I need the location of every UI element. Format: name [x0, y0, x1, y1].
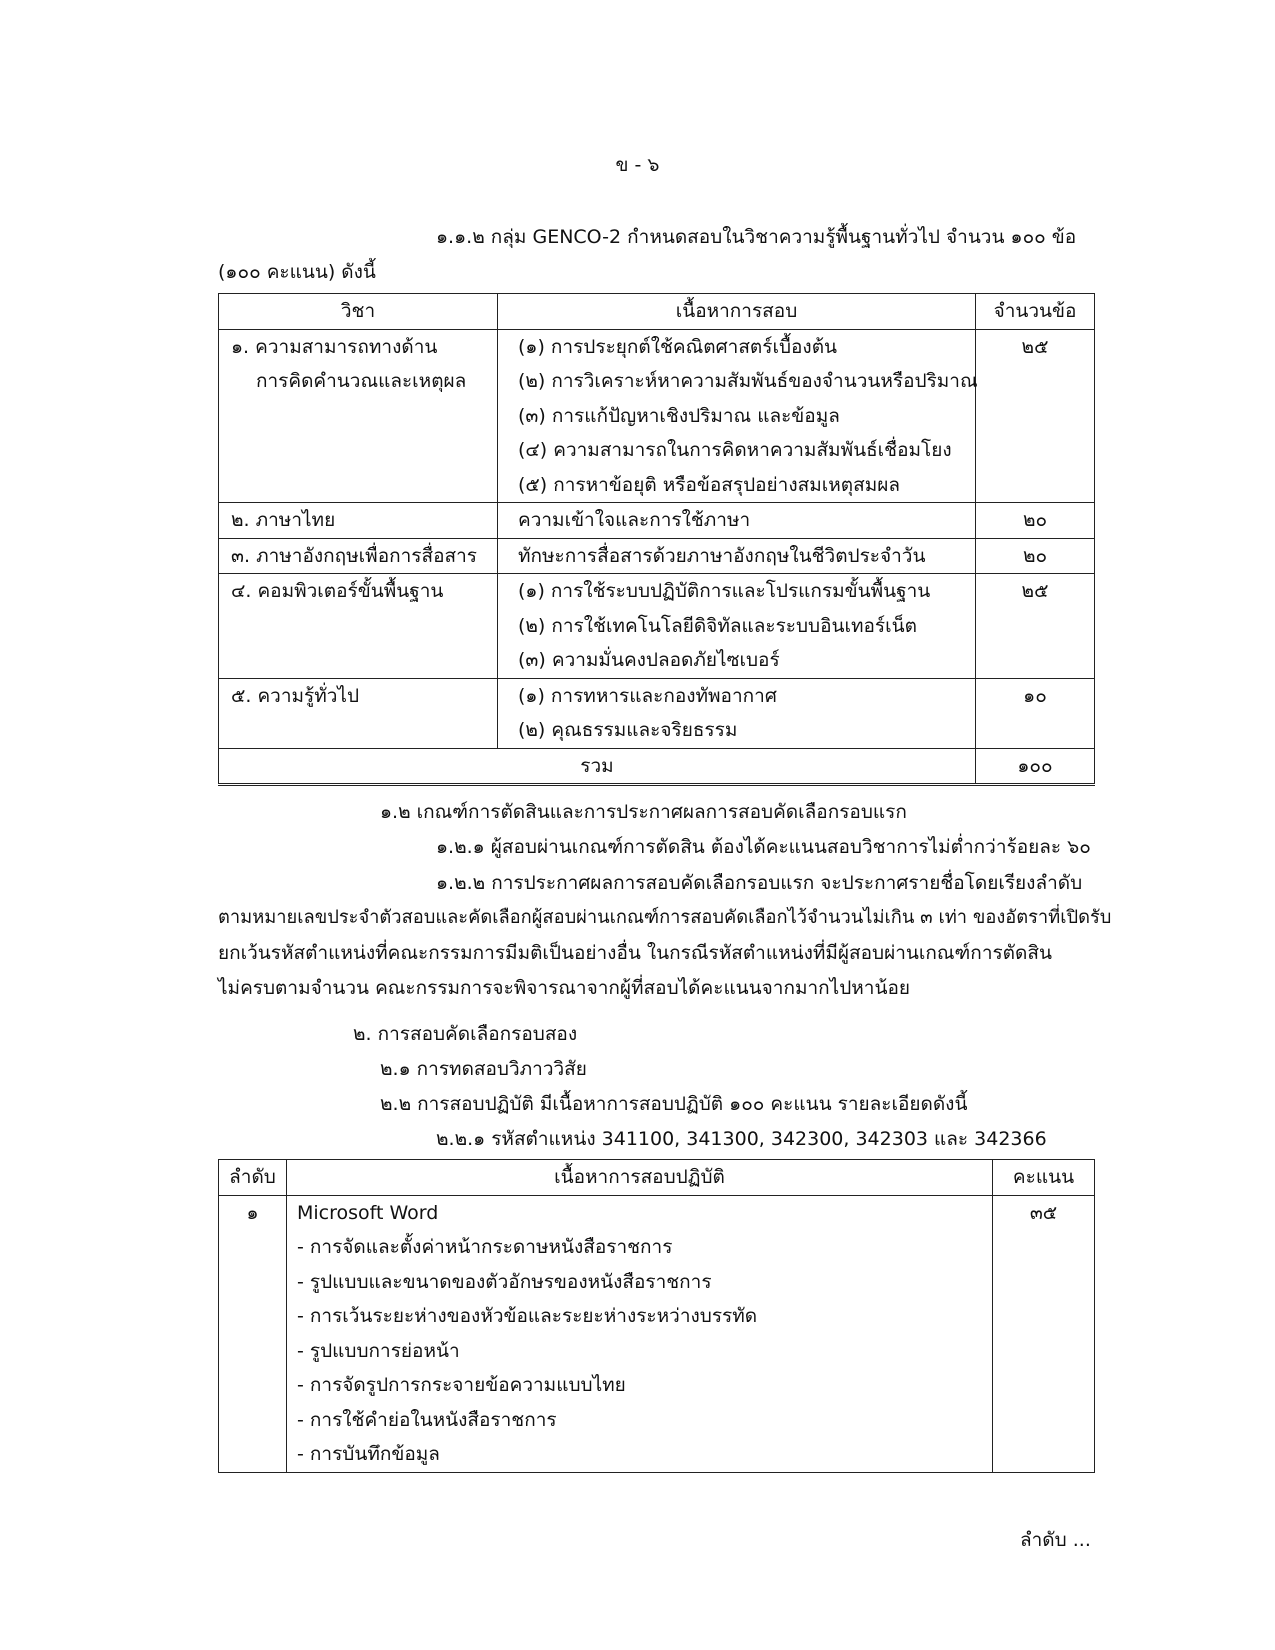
table-row	[219, 1195, 1095, 1472]
subject-text: ๓. ภาษาอังกฤษเพื่อการสื่อสาร	[231, 544, 477, 567]
subject-text: ๑. ความสามารถทางด้าน	[231, 335, 438, 358]
total-label-cell	[219, 748, 976, 785]
practical-table	[218, 1159, 1095, 1473]
subject-cell	[219, 678, 498, 748]
content-text: (๑) การทหารและกองทัพอากาศ	[518, 684, 777, 707]
content-text: ความเข้าใจและการใช้ภาษา	[518, 509, 751, 531]
round2-item-3: ๒.๒.๑ รหัสตำแหน่ง 341100, 341300, 342300, 342303 และ 342366	[436, 1128, 1047, 1150]
header-content: เนื้อหาการสอบ	[498, 294, 976, 330]
practical-content-cell	[287, 1195, 993, 1472]
intro-line-1: ๑.๑.๒ กลุ่ม GENCO-2 กำหนดสอบในวิชาความรู้พื้นฐานทั่วไป จำนวน ๑๐๐ ข้อ	[436, 226, 1077, 248]
content-text: Microsoft Word	[297, 1201, 439, 1224]
header-score: คะแนน	[993, 1160, 1095, 1196]
table-header-row	[219, 1160, 1095, 1196]
count-text: ๒๐	[1022, 509, 1048, 531]
content-cell	[498, 503, 976, 539]
count-text: ๒๕	[1021, 335, 1049, 358]
criteria-item-2-line-1: ๑.๒.๒ การประกาศผลการสอบคัดเลือกรอบแรก จะประกาศรายชื่อโดยเรียงลำดับ	[436, 872, 1083, 894]
content-cell	[498, 538, 976, 574]
table-row	[219, 503, 1095, 539]
header-subject: วิชา	[219, 294, 498, 330]
content-text: - รูปแบบและขนาดของตัวอักษรของหนังสือราชการ	[297, 1270, 712, 1293]
content-text: - การบันทึกข้อมูล	[297, 1443, 440, 1465]
subject-text: การคิดคำนวณและเหตุผล	[256, 370, 467, 392]
content-text: (๒) การใช้เทคโนโลยีดิจิทัลและระบบอินเทอร์เน็ต	[518, 614, 917, 637]
content-text: - การจัดรูปการกระจายข้อความแบบไทย	[297, 1374, 626, 1396]
content-text: - การจัดและตั้งค่าหน้ากระดาษหนังสือราชการ	[297, 1236, 673, 1258]
page-number: ข - ๖	[615, 154, 660, 176]
criteria-item-2-line-2: ตามหมายเลขประจำตัวสอบและคัดเลือกผู้สอบผ่านเกณฑ์การสอบคัดเลือกไว้จำนวนไม่เกิน ๓ เท่า ของอัตราที่เปิดรับ	[218, 907, 1112, 928]
content-cell	[498, 574, 976, 679]
criteria-item-2-line-4: ไม่ครบตามจำนวน คณะกรรมการจะพิจารณาจากผู้ที่สอบได้คะแนนจากมากไปหาน้อย	[218, 977, 911, 999]
table-row	[219, 538, 1095, 574]
round2-heading: ๒. การสอบคัดเลือกรอบสอง	[353, 1023, 578, 1045]
total-value-cell	[976, 748, 1095, 785]
count-cell	[976, 329, 1095, 503]
content-text: (๑) การใช้ระบบปฏิบัติการและโปรแกรมขั้นพื้นฐาน	[518, 580, 931, 602]
score-cell	[993, 1195, 1095, 1472]
total-row	[219, 748, 1095, 785]
subject-cell	[219, 503, 498, 539]
content-text: (๕) การหาข้อยุติ หรือข้อสรุปอย่างสมเหตุสมผล	[518, 473, 900, 496]
continuation-footer: ลำดับ ...	[1020, 1529, 1091, 1551]
content-text: ทักษะการสื่อสารด้วยภาษาอังกฤษในชีวิตประจำวัน	[518, 544, 926, 567]
count-cell	[976, 574, 1095, 679]
content-text: - รูปแบบการย่อหน้า	[297, 1339, 460, 1362]
criteria-item-2-line-3: ยกเว้นรหัสตำแหน่งที่คณะกรรมการมีมติเป็นอย่างอื่น ในกรณีรหัสตำแหน่งที่มีผู้สอบผ่านเกณฑ์การตัดสิน	[218, 942, 1052, 964]
table-header-row	[219, 294, 1095, 330]
subject-cell	[219, 329, 498, 503]
header-count: จำนวนข้อ	[976, 294, 1095, 330]
intro-line-2: (๑๐๐ คะแนน) ดังนี้	[218, 261, 376, 283]
subject-cell	[219, 538, 498, 574]
count-cell	[976, 538, 1095, 574]
order-text: ๑	[246, 1201, 259, 1224]
content-text: (๓) ความมั่นคงปลอดภัยไซเบอร์	[518, 649, 780, 671]
content-text: (๒) การวิเคราะห์หาความสัมพันธ์ของจำนวนหรือปริมาณ	[518, 370, 978, 392]
content-text: (๓) การแก้ปัญหาเชิงปริมาณ และข้อมูล	[518, 404, 840, 427]
content-text: - การใช้คำย่อในหนังสือราชการ	[297, 1408, 557, 1431]
content-cell	[498, 678, 976, 748]
header-practical-content: เนื้อหาการสอบปฏิบัติ	[287, 1160, 993, 1196]
score-text: ๓๕	[1029, 1201, 1058, 1224]
subject-text: ๔. คอมพิวเตอร์ขั้นพื้นฐาน	[231, 580, 444, 602]
order-cell	[219, 1195, 287, 1472]
count-text: ๑๐	[1023, 684, 1047, 707]
round2-item-2: ๒.๒ การสอบปฏิบัติ มีเนื้อหาการสอบปฏิบัติ ๑๐๐ คะแนน รายละเอียดดังนี้	[380, 1093, 968, 1115]
criteria-heading: ๑.๒ เกณฑ์การตัดสินและการประกาศผลการสอบคัดเลือกรอบแรก	[380, 801, 907, 823]
count-cell	[976, 678, 1095, 748]
round2-item-1: ๒.๑ การทดสอบวิภาววิสัย	[380, 1058, 587, 1080]
content-text: (๔) ความสามารถในการคิดหาความสัมพันธ์เชื่อมโยง	[518, 439, 952, 461]
content-cell	[498, 329, 976, 503]
header-order: ลำดับ	[219, 1160, 287, 1196]
count-text: ๒๕	[1021, 580, 1049, 602]
count-cell	[976, 503, 1095, 539]
count-text: ๒๐	[1022, 544, 1048, 567]
content-text: (๑) การประยุกต์ใช้คณิตศาสตร์เบื้องต้น	[518, 335, 838, 358]
subjects-table	[218, 293, 1095, 786]
table-row	[219, 678, 1095, 748]
content-text: - การเว้นระยะห่างของหัวข้อและระยะห่างระหว่างบรรทัด	[297, 1305, 758, 1327]
criteria-item-1: ๑.๒.๑ ผู้สอบผ่านเกณฑ์การตัดสิน ต้องได้คะแนนสอบวิชาการไม่ต่ำกว่าร้อยละ ๖๐	[436, 836, 1091, 858]
total-value: ๑๐๐	[1017, 754, 1053, 777]
subject-text: ๕. ความรู้ทั่วไป	[231, 684, 360, 707]
table-row	[219, 329, 1095, 503]
table-row	[219, 574, 1095, 679]
total-label: รวม	[580, 754, 614, 777]
subject-text: ๒. ภาษาไทย	[231, 509, 336, 531]
subject-cell	[219, 574, 498, 679]
content-text: (๒) คุณธรรมและจริยธรรม	[518, 719, 738, 741]
